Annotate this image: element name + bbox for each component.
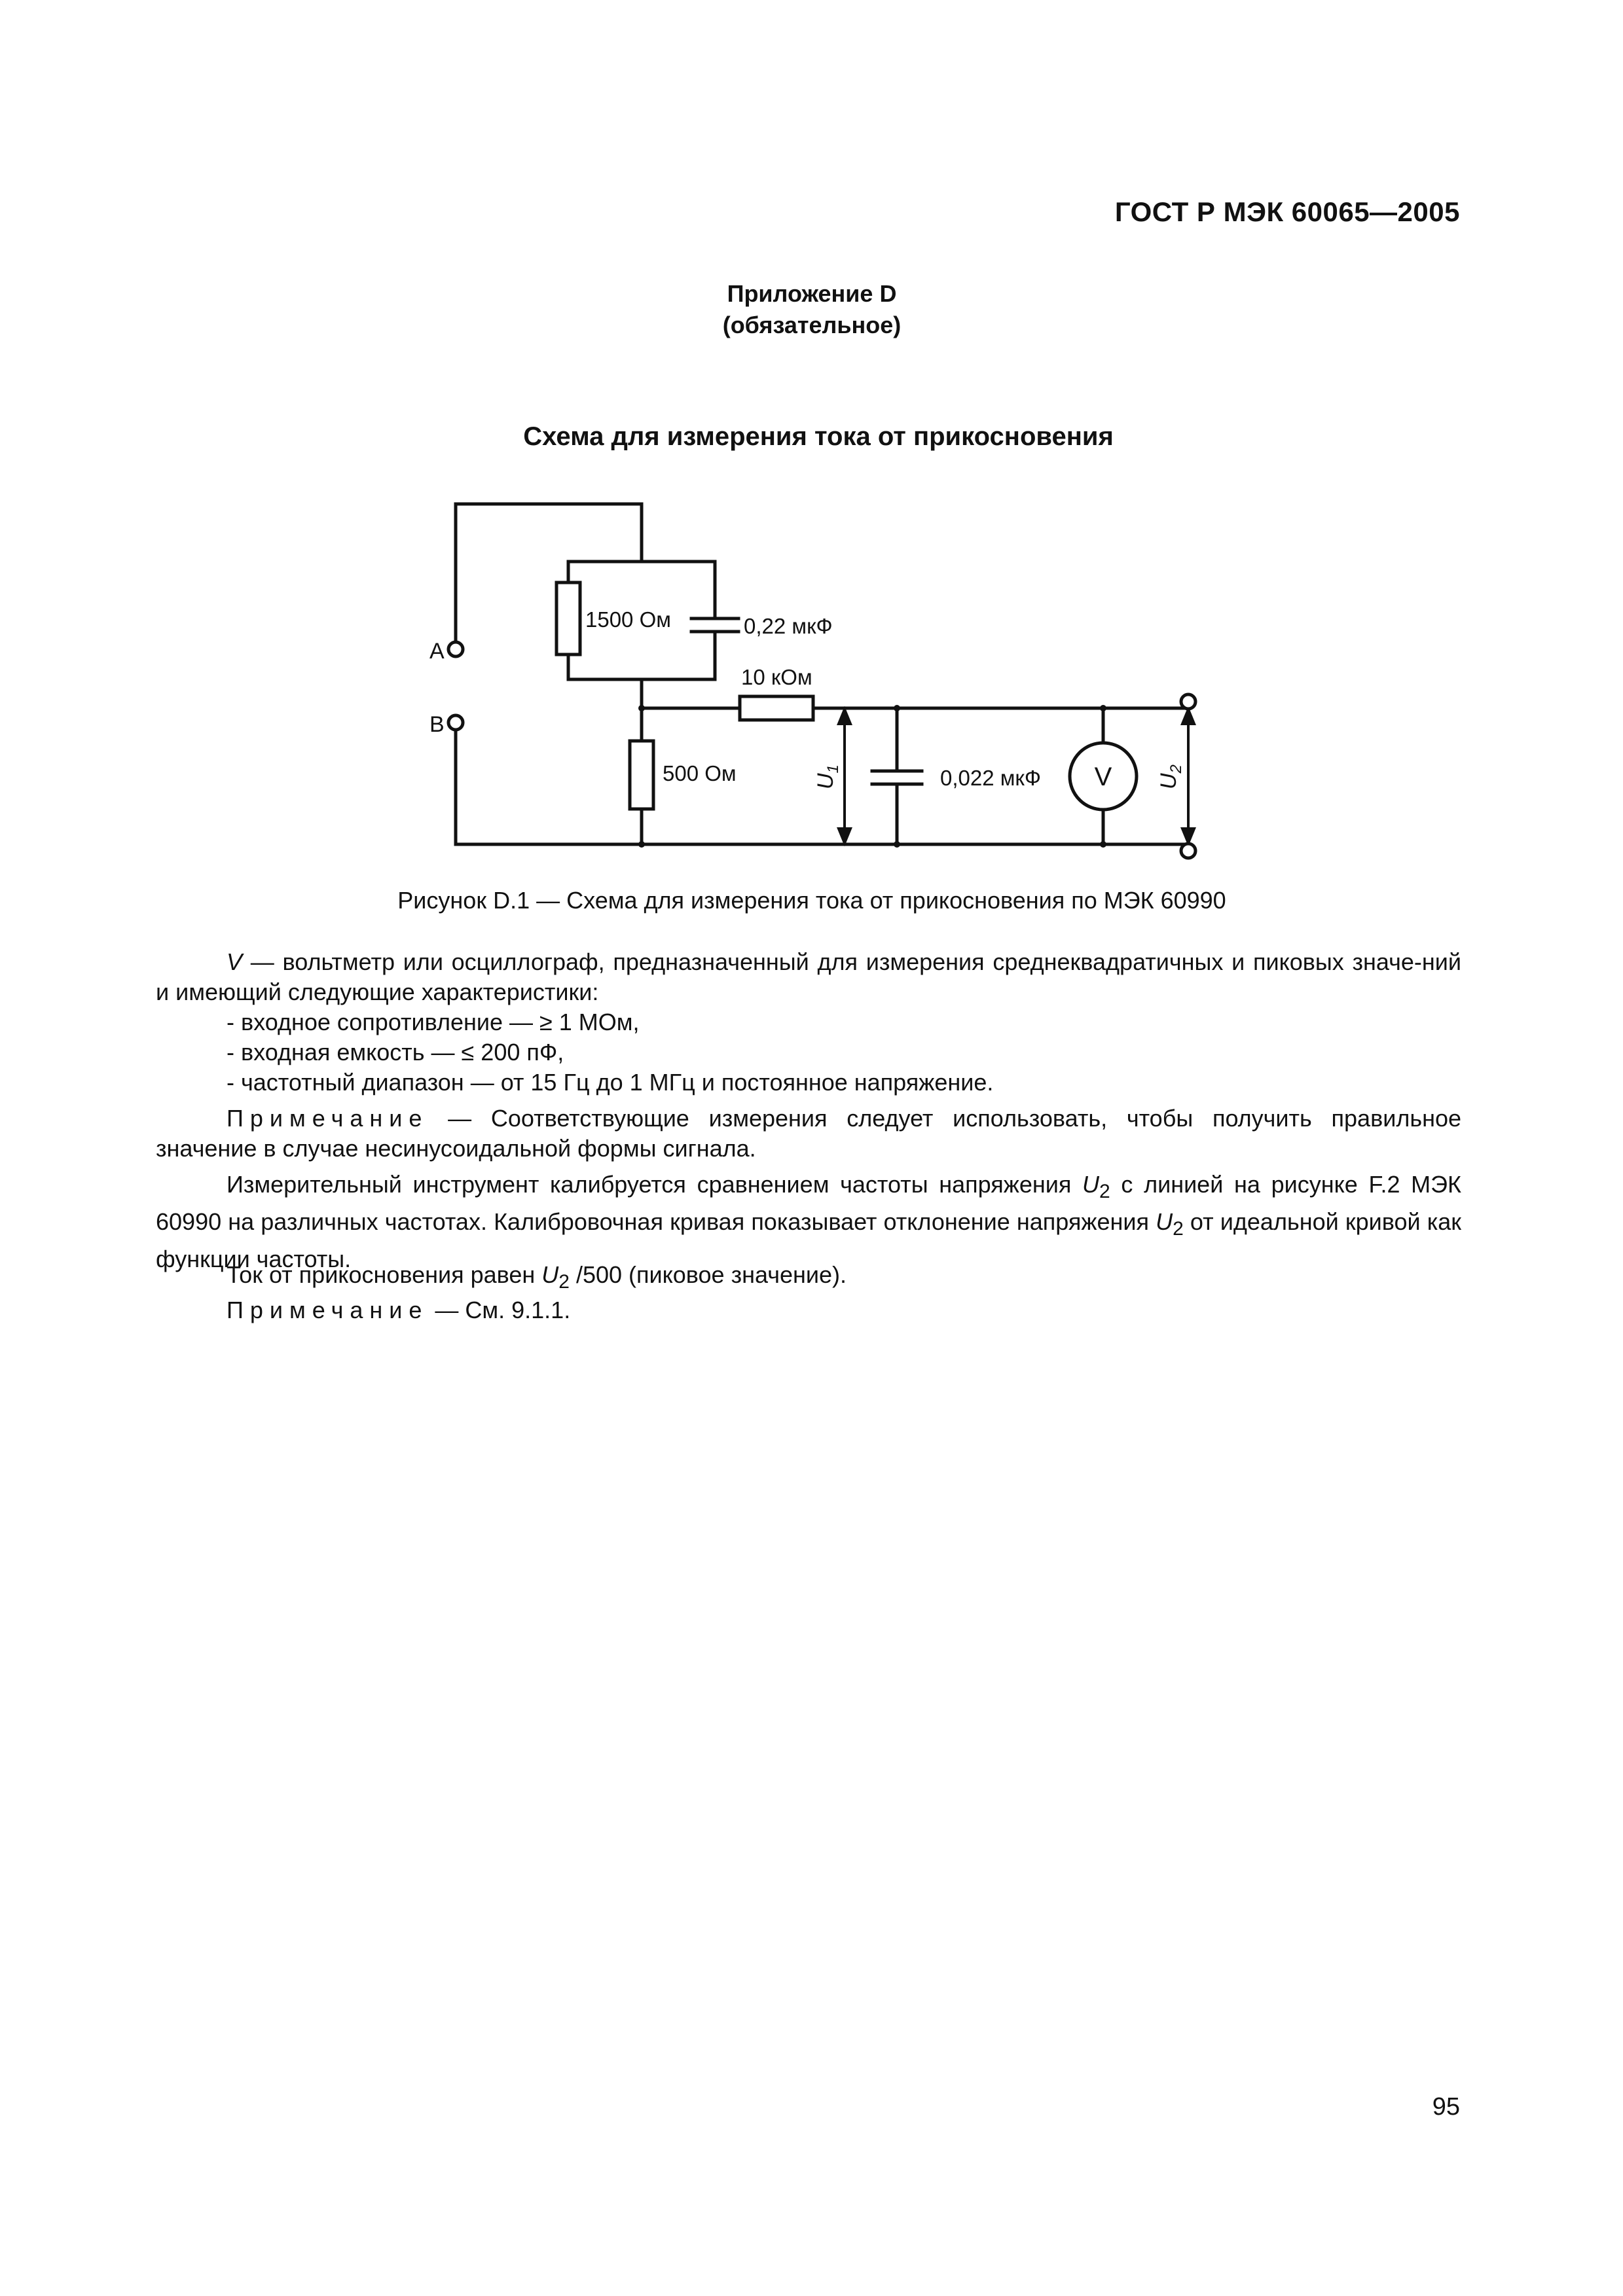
label-r1500: 1500 Ом	[585, 607, 671, 632]
document-header: ГОСТ Р МЭК 60065—2005	[1114, 196, 1460, 227]
label-u1: $U_1$	[813, 764, 842, 789]
touch-current-paragraph: Ток от прикосновения равен $U_2$ /500 (пиковое значение).	[227, 1261, 847, 1293]
voltmeter-definition	[156, 947, 1461, 1007]
note-1	[156, 1103, 1461, 1164]
figure-caption: Рисунок D.1 — Схема для измерения тока от прикосновения по МЭК 60990	[397, 887, 1226, 914]
label-terminal-a: A	[429, 639, 445, 664]
annex-heading	[648, 278, 976, 341]
circuit-diagram	[393, 478, 1296, 884]
label-r500: 500 Ом	[663, 761, 737, 785]
terminal-a	[448, 642, 463, 656]
page-number: 95	[1432, 2093, 1460, 2121]
note-2	[156, 1295, 1461, 1325]
terminal-out-bottom	[1181, 844, 1195, 858]
calibration-paragraph: Измерительный инструмент калибруется сравнением частоты напряжения $U_2$ с линией на рисунке F.2 МЭК 60990 на различных частотах. Калибровочная кривая показывает отклонение напряжения $U_2$ от идеальной кривой как функции частоты.	[156, 1171, 1462, 1273]
annex-status: (обязательное)	[722, 312, 902, 338]
label-voltmeter: V	[1094, 762, 1112, 791]
characteristic-item: - входная емкость — ≤ 200 пФ,	[227, 1039, 564, 1066]
note-2-label: Примечание	[227, 1297, 429, 1323]
label-c022: 0,22 мкФ	[744, 614, 833, 638]
note-1-text: — Соответствующие измерения следует использовать, чтобы получить правильное значение в случае несинусоидальной формы сигнала.	[156, 1105, 1461, 1162]
annex-title: Приложение D	[727, 280, 897, 307]
resistor-1500	[556, 583, 580, 655]
v-symbol: V	[227, 948, 243, 975]
label-r10k: 10 кОм	[741, 665, 812, 689]
label-terminal-b: B	[429, 712, 445, 737]
label-u2: $U_2$	[1156, 764, 1185, 789]
figure-title: Схема для измерения тока от прикосновения	[523, 422, 1114, 451]
label-c0022: 0,022 мкФ	[940, 766, 1041, 790]
resistor-10k	[740, 696, 813, 720]
terminal-out-top	[1181, 694, 1195, 709]
characteristic-item: - входное сопротивление — ≥ 1 МОм,	[227, 1009, 640, 1035]
note-2-text: — См. 9.1.1.	[428, 1297, 571, 1323]
resistor-500	[630, 741, 653, 809]
note-1-label: Примечание	[227, 1105, 429, 1132]
terminal-b	[448, 715, 463, 730]
characteristic-item: - частотный диапазон — от 15 Гц до 1 МГц и постоянное напряжение.	[227, 1069, 994, 1096]
v-definition-text: — вольтметр или осциллограф, предназначенный для измерения среднеквадратичных и пиковых значе-ний и имеющий следующие характеристики:	[156, 948, 1461, 1005]
